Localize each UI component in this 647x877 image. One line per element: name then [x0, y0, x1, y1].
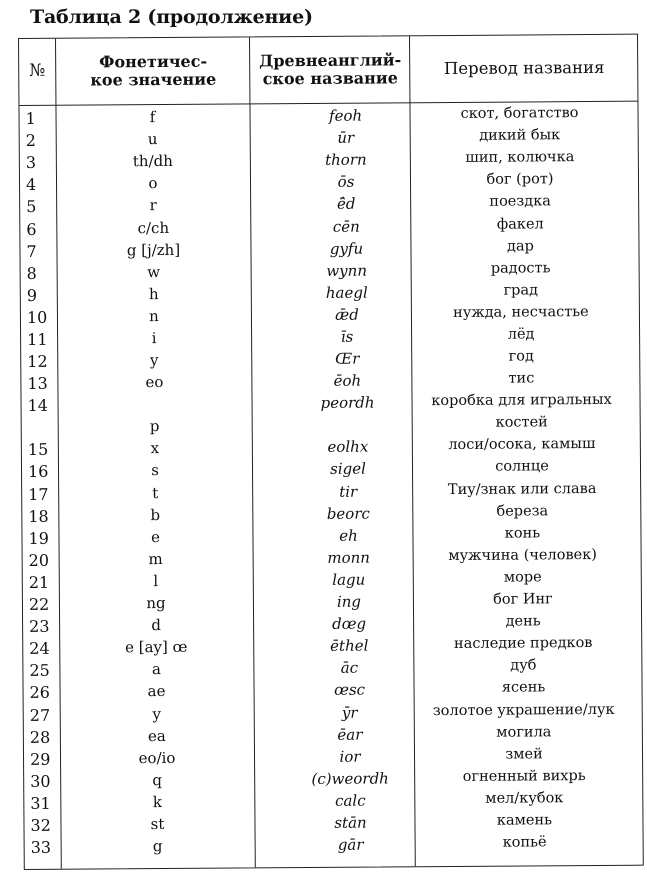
row-number: 20: [28, 550, 50, 570]
old-english-name: tir: [339, 482, 358, 501]
old-english-name: peordh: [320, 393, 375, 413]
translation: лёд: [507, 326, 535, 343]
phonetic-value: eo: [145, 373, 164, 392]
old-english-name: ǣd: [335, 305, 359, 324]
row-number: 11: [27, 329, 48, 349]
old-english-name: gār: [337, 835, 364, 854]
translation: береза: [496, 502, 549, 520]
row-number: 21: [28, 572, 50, 592]
translation: радость: [490, 259, 551, 277]
row-number: 12: [27, 351, 48, 372]
phonetic-value: e: [150, 527, 160, 546]
phonetic-value: ng: [146, 593, 166, 613]
table-row: [25, 834, 643, 860]
row-number: 18: [28, 506, 49, 526]
translation: могила: [496, 723, 552, 741]
row-number: 26: [29, 683, 50, 703]
row-number: 22: [28, 594, 50, 614]
row-number: 9: [26, 285, 38, 305]
old-english-name: Œr: [335, 349, 360, 368]
row-number: 8: [26, 263, 37, 283]
old-english-name: dœg: [332, 614, 367, 633]
phonetic-value: c/ch: [137, 218, 170, 237]
phonetic-value: y: [152, 704, 162, 723]
old-english-name: eolhx: [327, 437, 369, 457]
header-phonetic: Фонетичес- кое значение: [90, 51, 217, 90]
row-number: 16: [27, 462, 49, 482]
translation: огненный вихрь: [462, 767, 586, 785]
translation: дикий бык: [479, 127, 561, 144]
row-number: 23: [29, 616, 50, 637]
header-translation: Перевод названия: [443, 57, 605, 78]
translation: мужчина (человек): [448, 546, 597, 564]
old-english-name: lagu: [332, 570, 366, 589]
translation: лоси/осока, камыш: [448, 436, 596, 454]
old-english-name: gyfu: [329, 239, 364, 258]
old-english-name: thorn: [325, 150, 367, 170]
translation-continued: костей: [495, 414, 548, 431]
row-number: 6: [26, 219, 37, 239]
old-english-name: ēthel: [330, 636, 369, 656]
old-english-name: monn: [327, 548, 370, 567]
phonetic-value: x: [150, 439, 160, 458]
row-number: 7: [26, 241, 37, 261]
header-number: №: [29, 61, 46, 82]
translation: коробка для игральных: [431, 392, 612, 410]
old-english-name: (c)weordh: [311, 769, 389, 788]
old-english-name: ōs: [337, 172, 355, 192]
phonetic-value: a: [151, 660, 161, 679]
phonetic-value: l: [153, 571, 159, 590]
translation: змей: [505, 746, 543, 763]
translation: дар: [506, 237, 534, 255]
row-number: 28: [29, 727, 51, 747]
phonetic-value: m: [148, 549, 163, 568]
row-number: 31: [30, 793, 51, 813]
old-english-name: eh: [339, 526, 358, 545]
old-english-name: wynn: [326, 261, 368, 280]
old-english-name: feoh: [328, 106, 363, 125]
translation: конь: [504, 525, 541, 542]
phonetic-value: q: [152, 770, 163, 789]
row-number: 10: [26, 307, 48, 327]
phonetic-value: th/dh: [132, 152, 173, 171]
table-caption: Таблица 2 (продолжение): [30, 6, 313, 28]
translation: дуб: [510, 657, 537, 674]
translation: град: [503, 282, 539, 299]
phonetic-value: h: [148, 284, 159, 303]
row-number: 32: [30, 815, 51, 835]
translation: солнце: [495, 458, 549, 476]
old-english-name: ior: [339, 747, 361, 766]
phonetic-value: y: [149, 351, 159, 370]
translation: ясень: [501, 679, 546, 697]
translation: море: [503, 569, 542, 586]
old-english-name: ing: [336, 592, 362, 611]
row-number: 27: [29, 705, 51, 725]
translation: год: [508, 348, 534, 365]
old-english-name: ūr: [337, 128, 355, 147]
translation: факел: [496, 215, 544, 233]
phonetic-value: r: [149, 196, 157, 215]
translation: поездка: [489, 193, 551, 211]
phonetic-value: b: [150, 505, 161, 524]
translation: копьё: [502, 834, 547, 851]
old-english-name: beorc: [326, 504, 370, 523]
row-number: 19: [28, 528, 49, 548]
row-number: 13: [27, 373, 48, 394]
phonetic-value: n: [149, 306, 159, 325]
rune-table: [18, 34, 644, 870]
translation: мел/кубок: [485, 790, 564, 807]
old-english-name: sigel: [330, 459, 366, 479]
translation: камень: [496, 812, 553, 829]
row-number: 15: [27, 440, 49, 460]
old-english-name: stān: [334, 813, 367, 832]
old-english-name: œsc: [334, 680, 366, 700]
row-number: 2: [25, 130, 36, 151]
phonetic-value: o: [148, 174, 158, 193]
translation: бог Инг: [493, 591, 553, 608]
row-number: 4: [25, 175, 37, 195]
phonetic-value: ea: [147, 726, 166, 745]
phonetic-value: g [j/zh]: [126, 240, 181, 259]
phonetic-value: f: [149, 108, 156, 127]
old-english-name: ȳr: [341, 703, 358, 722]
row-number: 29: [29, 749, 51, 769]
old-english-name: ēar: [337, 725, 363, 744]
phonetic-value: g: [152, 837, 163, 856]
translation: день: [505, 613, 541, 630]
translation: золотое украшение/лук: [432, 701, 615, 719]
phonetic-value: k: [152, 792, 162, 811]
old-english-name: ê̄d: [336, 195, 356, 214]
table-body: [19, 103, 642, 869]
row-number: 17: [28, 484, 49, 504]
phonetic-value: w: [147, 262, 161, 281]
phonetic-value: i: [151, 329, 157, 348]
old-english-name: cēn: [332, 217, 360, 236]
row-number: 1: [25, 108, 36, 128]
translation: тис: [508, 370, 535, 387]
phonetic-value: d: [151, 616, 161, 635]
row-number: 24: [29, 638, 50, 659]
old-english-name: īs: [340, 327, 354, 346]
phonetic-value: e [ay] œ: [125, 638, 188, 657]
translation: Тиу/знак или слава: [447, 480, 597, 498]
old-english-name: calc: [334, 791, 366, 810]
header-old-english: Древнеанглий- ское название: [259, 49, 402, 89]
translation: шип, колючка: [465, 149, 575, 167]
phonetic-value: ae: [147, 682, 166, 701]
row-number: 3: [25, 153, 37, 173]
translation: бог (рот): [486, 171, 554, 189]
row-number: 14: [27, 396, 48, 416]
phonetic-value: st: [150, 814, 165, 834]
phonetic-value: eo/io: [138, 748, 176, 767]
phonetic-value: p: [149, 417, 160, 436]
table-header: [19, 35, 637, 106]
table-row: [22, 392, 640, 440]
row-number: 25: [29, 661, 50, 681]
translation: наследие предков: [453, 635, 593, 653]
old-english-name: ēoh: [333, 371, 362, 390]
old-english-name: haegl: [325, 283, 368, 302]
translation: скот, богатство: [460, 105, 579, 122]
translation: нужда, несчастье: [453, 303, 589, 321]
row-number: 30: [30, 771, 51, 791]
old-english-name: āc: [340, 658, 359, 678]
phonetic-value: s: [151, 461, 159, 480]
phonetic-value: u: [147, 130, 158, 149]
phonetic-value: t: [152, 483, 159, 502]
row-number: 33: [30, 837, 52, 858]
row-number: 5: [26, 197, 37, 217]
